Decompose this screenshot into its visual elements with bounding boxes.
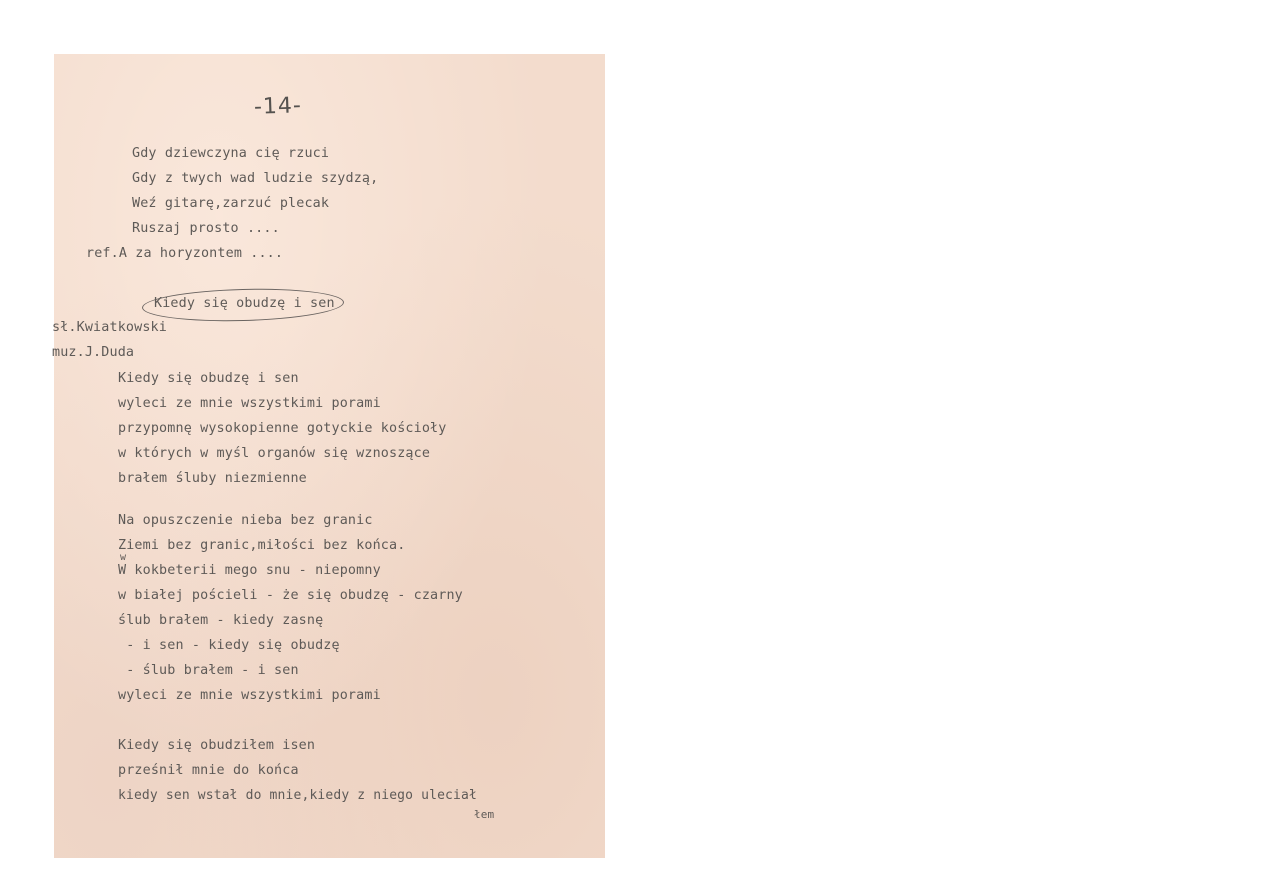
song-title: Kiedy się obudzę i sen	[154, 296, 335, 311]
intro-line-3: Weź gitarę,zarzuć plecak	[132, 196, 330, 211]
handwritten-correction: w	[120, 552, 127, 563]
stanza2-line-7: - ślub brałem - i sen	[118, 663, 299, 678]
typewritten-page	[54, 54, 605, 858]
stanza1-line-4: w których w myśl organów się wznoszące	[118, 446, 431, 461]
stanza2-line-4: w białej pościeli - że się obudzę - czarny	[118, 588, 463, 603]
stanza1-line-2: wyleci ze mnie wszystkimi porami	[118, 396, 381, 411]
lyrics-credit: sł.Kwiatkowski	[52, 320, 167, 335]
stanza3-line-1: Kiedy się obudziłem isen	[118, 738, 316, 753]
stanza2-line-3: W kokbeterii mego snu - niepomny	[118, 563, 381, 578]
stanza2-line-8: wyleci ze mnie wszystkimi porami	[118, 688, 381, 703]
stanza3-line-4: łem	[474, 808, 495, 821]
intro-line-1: Gdy dziewczyna cię rzuci	[132, 146, 330, 161]
music-credit: muz.J.Duda	[52, 345, 135, 360]
intro-line-2: Gdy z twych wad ludzie szydzą,	[132, 171, 379, 186]
intro-refrain: ref.A za horyzontem ....	[86, 246, 284, 261]
stanza2-line-1: Na opuszczenie nieba bez granic	[118, 513, 373, 528]
intro-line-4: Ruszaj prosto ....	[132, 221, 280, 236]
stanza3-line-3: kiedy sen wstał do mnie,kiedy z niego uleciał	[118, 788, 477, 803]
page-number: -14-	[253, 93, 303, 120]
stanza2-line-2: Ziemi bez granic,miłości bez końca.	[118, 538, 406, 553]
stanza1-line-3: przypomnę wysokopienne gotyckie kościoły	[118, 421, 447, 436]
stanza3-line-2: prześnił mnie do końca	[118, 763, 299, 778]
stanza2-line-6: - i sen - kiedy się obudzę	[118, 638, 340, 653]
stanza1-line-5: brałem śluby niezmienne	[118, 471, 307, 486]
stanza1-line-1: Kiedy się obudzę i sen	[118, 371, 299, 386]
stanza2-line-5: ślub brałem - kiedy zasnę	[118, 613, 324, 628]
